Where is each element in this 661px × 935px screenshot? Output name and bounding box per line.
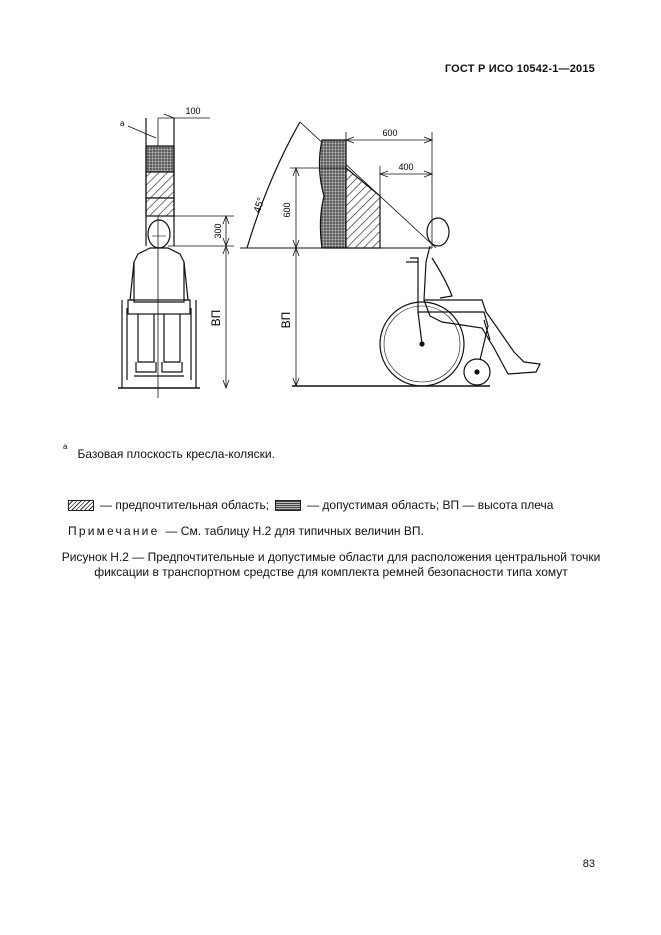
note-text: — См. таблицу Н.2 для типичных величин ВП. xyxy=(165,524,424,538)
legend-permissible-text: — допустимая область; ВП — высота плеча xyxy=(307,498,554,512)
front-dim-height: 300 xyxy=(213,223,223,239)
person-head-front xyxy=(148,220,170,248)
front-marker-a: а xyxy=(120,119,125,128)
figure-h2-diagram xyxy=(0,0,661,420)
side-dim-600-vertical: 600 xyxy=(282,202,292,218)
person-legs-front xyxy=(138,314,180,362)
side-dim-600-horizontal: 600 xyxy=(382,128,398,138)
front-dim-width: 100 xyxy=(185,106,201,116)
angle-arc xyxy=(247,122,300,248)
figure-legend xyxy=(68,498,553,512)
side-angle-label: 45° xyxy=(252,196,268,215)
preferred-area-front-2 xyxy=(146,198,174,216)
permissible-area-swatch xyxy=(275,500,301,511)
preferred-area-front-1 xyxy=(146,172,174,198)
figure-footnote xyxy=(63,442,275,461)
permissible-area-side xyxy=(319,140,346,248)
preferred-area-swatch xyxy=(68,500,94,511)
footnote-marker: а xyxy=(63,442,68,451)
front-shoulder-label: ВП xyxy=(209,309,223,327)
permissible-area-front xyxy=(146,146,174,172)
note-label: Примечание xyxy=(68,524,160,538)
figure-note xyxy=(68,524,424,538)
person-body-side xyxy=(424,246,540,374)
page-number: 83 xyxy=(582,858,595,870)
front-view xyxy=(118,114,234,398)
side-dim-400: 400 xyxy=(398,162,414,172)
person-head-side xyxy=(427,218,449,246)
document-header: ГОСТ Р ИСО 10542-1—2015 xyxy=(444,63,595,75)
footnote-text: Базовая плоскость кресла-коляски. xyxy=(77,447,275,461)
person-torso-front xyxy=(134,248,184,302)
side-shoulder-label: ВП xyxy=(279,311,293,329)
figure-caption: Рисунок Н.2 — Предпочтительные и допустимые области для расположения центральной точки фиксации в транспортном средстве для комплекта ремней безопасности типа хомут xyxy=(61,550,601,579)
side-view xyxy=(240,122,540,386)
legend-preferred-text: — предпочтительная область; xyxy=(100,498,270,512)
